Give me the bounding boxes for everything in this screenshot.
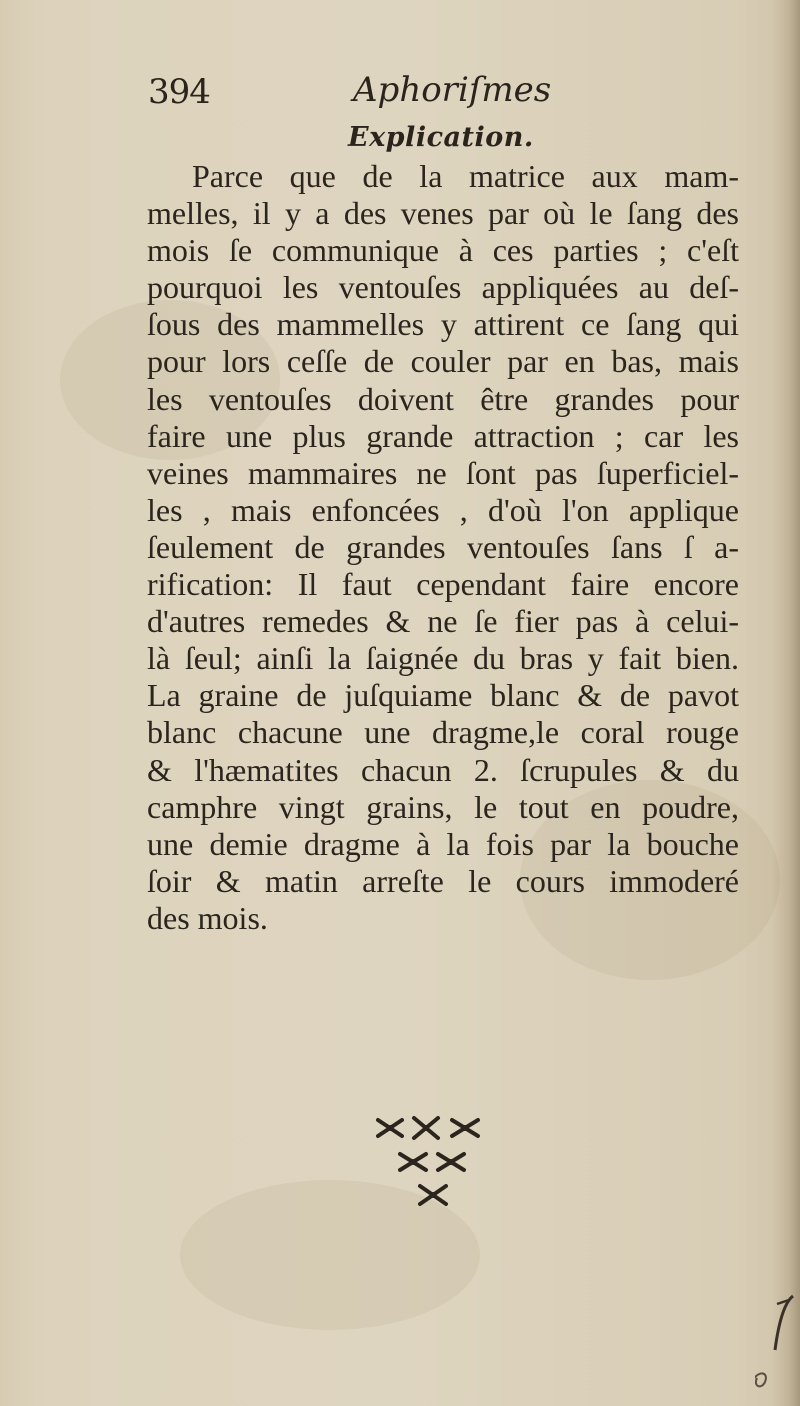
text-line: les , mais enfoncées , d'où l'on applique (147, 491, 739, 528)
text-line: rification: Il faut cependant faire encore (147, 566, 739, 603)
text-line: une demie dragme à la fois par la bouche (147, 825, 739, 862)
page-gutter-shadow (772, 0, 800, 1406)
text-line: blanc chacune une dragme,le coral rouge (147, 714, 739, 751)
running-head: Aphoriſmes (353, 70, 552, 110)
text-line: melles, il y a des venes par où le ſang des (147, 195, 739, 232)
text-line: pour lors ceſſe de couler par en bas, mais (147, 343, 739, 380)
page-header (148, 70, 748, 120)
body-text (147, 158, 739, 937)
section-title: Explication. (348, 122, 534, 153)
text-line: des mois. (147, 899, 268, 936)
text-line: faire une plus grande attraction ; car les (147, 417, 739, 454)
text-line: mois ſe communique à ces parties ; c'eſt (147, 232, 739, 269)
text-line: ſoir & matin arreſte le cours immoderé (147, 862, 739, 899)
text-line: d'autres remedes & ne ſe fier pas à celui- (147, 603, 739, 640)
text-line: ſous des mammelles y attirent ce ſang qui (147, 306, 739, 343)
text-line: camphre vingt grains, le tout en poudre, (147, 788, 739, 825)
tailpiece-ornament-icon (368, 1108, 508, 1208)
text-line: La graine de juſquiame blanc & de pavot (147, 677, 739, 714)
text-line: Parce que de la matrice aux mam- (192, 158, 739, 194)
text-line: les ventouſes doivent être grandes pour (147, 380, 739, 417)
text-line: là ſeul; ainſi la ſaignée du bras y fait bien. (147, 640, 739, 677)
page-number: 394 (148, 72, 210, 112)
text-line: pourquoi les ventouſes appliquées au deſ- (147, 269, 739, 306)
text-line: & l'hæmatites chacun 2. ſcrupules & du (147, 751, 739, 788)
text-line: veines mammaires ne ſont pas ſuperficiel- (147, 454, 739, 491)
text-line: ſeulement de grandes ventouſes ſans ſ a- (147, 528, 739, 565)
margin-mark-icon (755, 1290, 800, 1400)
